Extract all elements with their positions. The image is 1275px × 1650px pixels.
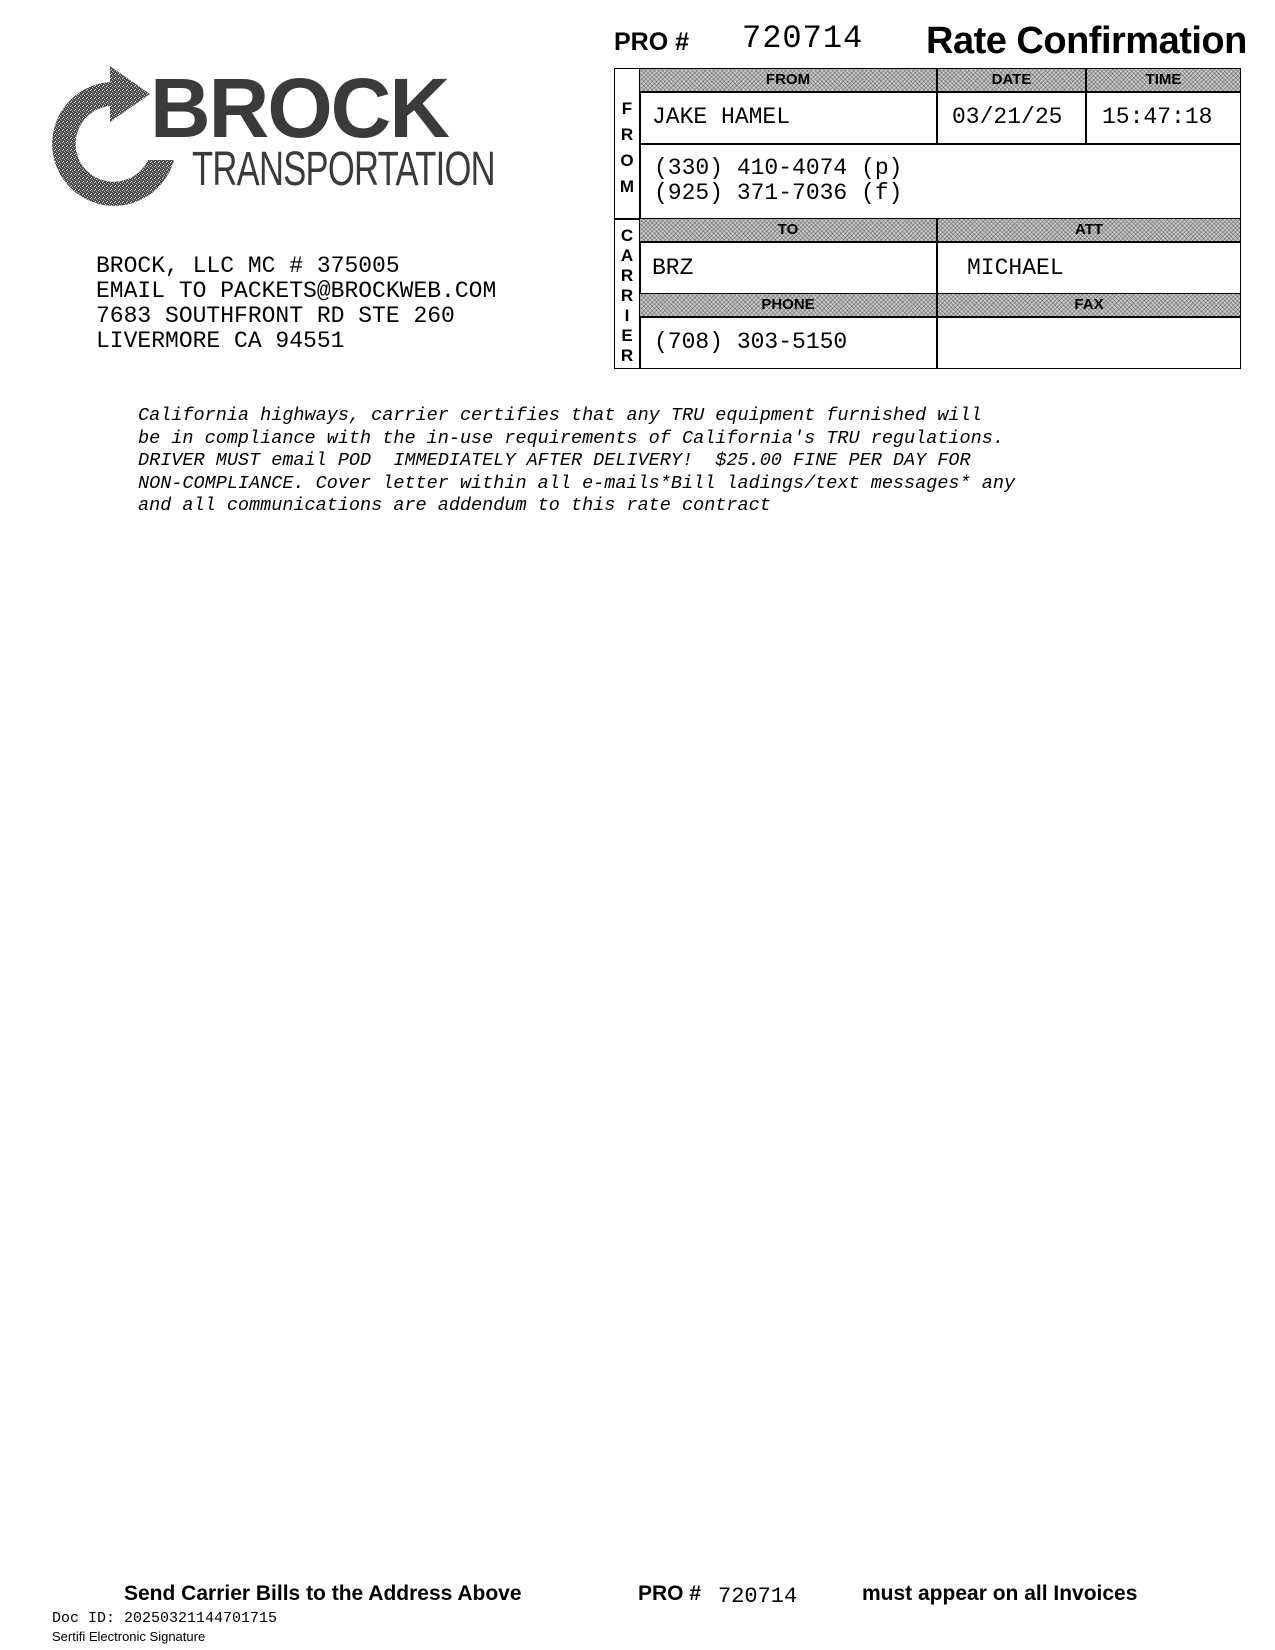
carrier-att: MICHAEL (967, 255, 1064, 281)
divider (1085, 68, 1087, 144)
att-header: ATT (938, 219, 1240, 241)
notes-line: DRIVER MUST email POD IMMEDIATELY AFTER DELIVERY! $25.00 FINE PER DAY FOR (138, 450, 971, 471)
side-letter: O (620, 151, 634, 170)
footer-pro-number: 720714 (718, 1584, 798, 1609)
document-title: Rate Confirmation (926, 20, 1247, 62)
side-letter: I (624, 306, 630, 325)
notes-line: and all communications are addendum to this rate contract (138, 495, 771, 516)
divider (640, 143, 1241, 145)
notes-line: NON-COMPLIANCE. Cover letter within all e-mails*Bill ladings/text messages* any (138, 472, 1016, 494)
divider (936, 68, 938, 144)
side-letter: F (621, 99, 633, 118)
brock-logo (46, 61, 516, 222)
date-header: DATE (938, 69, 1085, 91)
from-phone: (330) 410-4074 (p) (654, 155, 903, 181)
side-letter: M (619, 177, 635, 196)
phone-header: PHONE (640, 294, 936, 316)
side-letter: R (620, 266, 634, 285)
side-letter: R (620, 125, 634, 144)
footer-pro-label: PRO # (638, 1582, 702, 1605)
doc-id: Doc ID: 20250321144701715 (52, 1610, 278, 1627)
footer-send-bills: Send Carrier Bills to the Address Above (124, 1582, 522, 1605)
from-header: FROM (640, 69, 936, 91)
address-line: BROCK, LLC MC # 375005 (96, 253, 400, 279)
notes-line: California highways, carrier certifies that any TRU equipment furnished will (138, 405, 982, 426)
to-header: TO (640, 219, 936, 241)
logo-text-transportation: TRANSPORTATION (192, 143, 495, 196)
address-line: 7683 SOUTHFRONT RD STE 260 (96, 303, 455, 329)
carrier-to: BRZ (652, 255, 694, 281)
from-time: 15:47:18 (1102, 104, 1213, 130)
side-letter: C (620, 226, 634, 245)
pro-number: 720714 (742, 20, 864, 57)
time-header: TIME (1087, 69, 1240, 91)
signature-note: Sertifi Electronic Signature (52, 1629, 206, 1644)
divider (640, 316, 1241, 318)
divider (640, 241, 1241, 243)
pro-label: PRO # (614, 28, 690, 56)
address-line: EMAIL TO PACKETS@BROCKWEB.COM (96, 278, 497, 304)
from-fax: (925) 371-7036 (f) (654, 180, 903, 206)
carrier-side-label (614, 226, 640, 366)
side-letter: E (621, 326, 633, 345)
side-letter: R (620, 286, 634, 305)
from-side-label (614, 96, 640, 200)
from-name: JAKE HAMEL (652, 104, 791, 130)
divider (640, 91, 1241, 93)
from-date: 03/21/25 (952, 104, 1063, 130)
terms-notes (138, 405, 1138, 518)
logo-text-brock: BROCK (150, 61, 448, 155)
carrier-phone: (708) 303-5150 (654, 329, 848, 355)
fax-header: FAX (938, 294, 1240, 316)
notes-line: be in compliance with the in-use requirements of California's TRU regulations. (138, 427, 1004, 449)
company-address (96, 254, 496, 354)
side-letter: R (620, 346, 634, 365)
address-line: LIVERMORE CA 94551 (96, 328, 345, 354)
footer-must-appear: must appear on all Invoices (862, 1582, 1138, 1605)
side-letter: A (620, 246, 634, 265)
